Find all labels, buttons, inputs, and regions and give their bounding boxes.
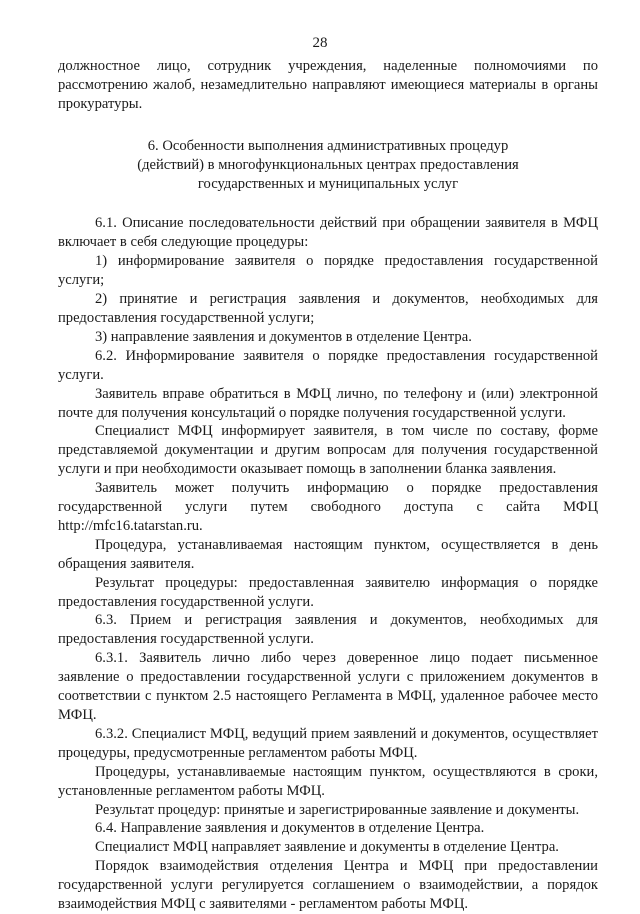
paragraph: Порядок взаимодействия отделения Центра и МФЦ при предоставлении государственной услуги регулируется соглашением о взаимодействии, а порядок взаимодействия МФЦ с заявителями - регламентом работы МФЦ. [58, 858, 598, 913]
paragraph: Результат процедуры: предоставленная заявителю информация о порядке предоставления государственной услуги. [58, 574, 598, 610]
paragraph: Результат процедур: принятые и зарегистрированные заявление и документы. [95, 801, 580, 818]
page-number: 28 [312, 35, 328, 51]
paragraph: Процедура, устанавливаемая настоящим пунктом, осуществляется в день обращения заявителя. [58, 536, 598, 572]
list-item-3: 3) направление заявления и документов в отделение Центра. [95, 328, 472, 345]
paragraph-6-3-1: 6.3.1. Заявитель лично либо через доверенное лицо подает письменное заявление о предоставлении государственной услуги с приложением документов в соответствии с пунктом 2.5 настоящего Регламента в МФЦ, удаленное рабочее место МФЦ. [58, 650, 598, 723]
section-heading-line-2: (действий) в многофункциональных центрах предоставления [137, 156, 519, 173]
intro-paragraph: должностное лицо, сотрудник учреждения, наделенные полномочиями по рассмотрению жалоб, незамедлительно направляют имеющиеся материалы в органы прокуратуры. [58, 58, 598, 112]
document-body [58, 57, 598, 914]
paragraph-website: Заявитель может получить информацию о порядке предоставления государственной услуги путем свободного доступа с сайта МФЦ http://mfc16.tatarstan.ru. [58, 480, 598, 534]
section-heading-line-1: 6. Особенности выполнения административных процедур [147, 137, 509, 154]
paragraph-6-4: 6.4. Направление заявления и документов в отделение Центра. [95, 820, 485, 837]
list-item-1: 1) информирование заявителя о порядке предоставления государственной услуги; [58, 253, 598, 289]
list-item-2: 2) принятие и регистрация заявления и документов, необходимых для предоставления государственной услуги; [58, 291, 598, 326]
section-heading [58, 137, 598, 194]
section-heading-line-3: государственных и муниципальных услуг [197, 175, 459, 192]
paragraph: Специалист МФЦ информирует заявителя, в том числе по составу, форме представляемой документации и другим вопросам для получения государственной услуги и при необходимости оказывает помощь в заполнении бланка заявления. [58, 423, 598, 478]
paragraph: Специалист МФЦ направляет заявление и документы в отделение Центра. [95, 839, 559, 856]
paragraph: Процедуры, устанавливаемые настоящим пунктом, осуществляются в сроки, установленные регламентом работы МФЦ. [58, 763, 598, 799]
paragraph-6-1: 6.1. Описание последовательности действий при обращении заявителя в МФЦ включает в себя следующие процедуры: [58, 215, 598, 251]
paragraph-6-3: 6.3. Прием и регистрация заявления и документов, необходимых для предоставления государственной услуги. [58, 612, 598, 648]
paragraph-6-3-2: 6.3.2. Специалист МФЦ, ведущий прием заявлений и документов, осуществляет процедуры, предусмотренные регламентом работы МФЦ. [58, 725, 598, 761]
paragraph-6-2: 6.2. Информирование заявителя о порядке предоставления государственной услуги. [58, 347, 598, 383]
paragraph: Заявитель вправе обратиться в МФЦ лично, по телефону и (или) электронной почте для получения консультаций о порядке получения государственной услуги. [58, 385, 598, 421]
